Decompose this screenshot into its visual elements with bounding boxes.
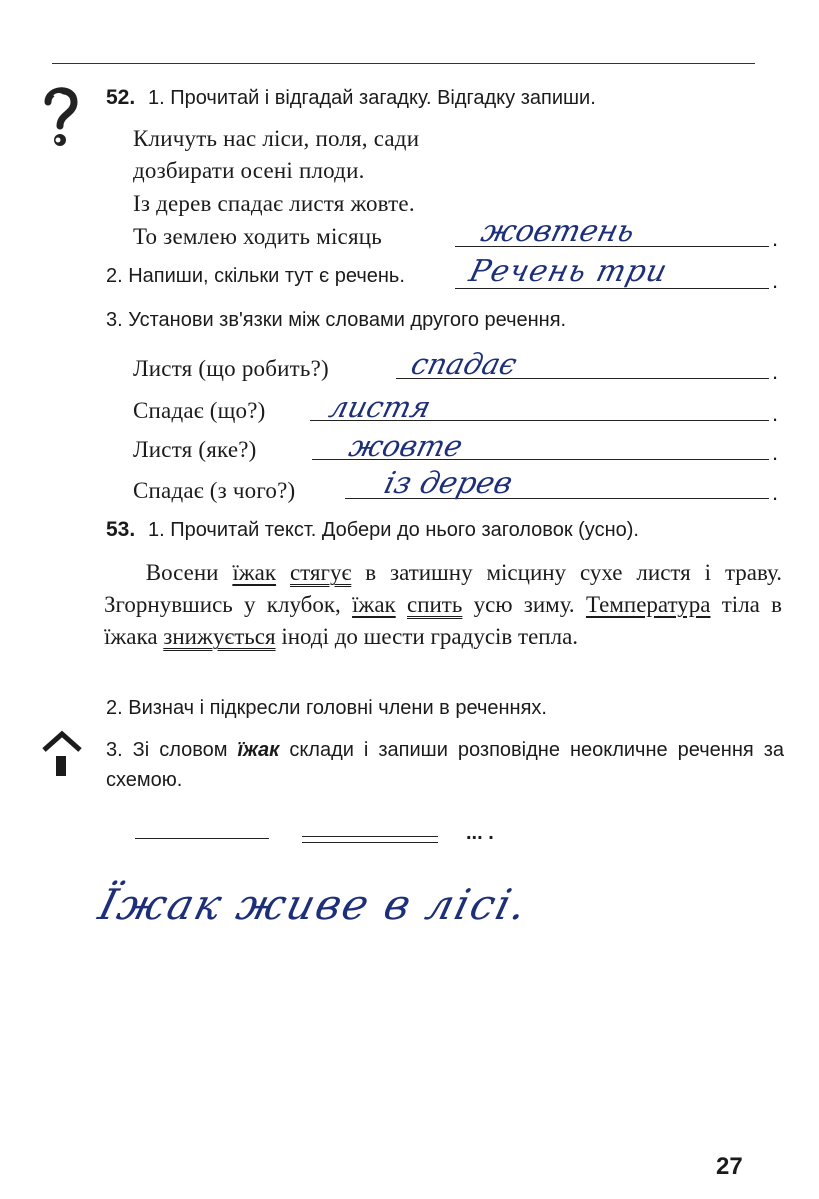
task2-period: .: [772, 268, 779, 293]
riddle-line-4: То землею ходить місяць: [133, 224, 382, 249]
exercise-53-task3: 3. Зі словом їжак склади і запиши розповідне неокличне речення за схемою.: [106, 739, 784, 791]
scheme-dots: ... .: [466, 822, 494, 844]
predicate-decreases: знижується: [163, 624, 276, 649]
scheme-predicate-line-top: [302, 836, 438, 837]
link-prompt-2: Спадає (що?): [133, 398, 266, 423]
link-period-3: .: [772, 440, 779, 465]
link-prompt-3: Листя (яке?): [133, 437, 257, 462]
task2-answer: Речень три: [465, 254, 672, 289]
riddle-line-2: дозбирати осені плоди.: [133, 158, 365, 183]
exercise-53-task2: 2. Визнач і підкресли головні члени в реченнях.: [106, 697, 547, 719]
link-period-2: .: [772, 401, 779, 426]
link-answer-4: із дерев: [380, 466, 517, 501]
riddle-line-3: Із дерев спадає листя жовте.: [133, 191, 415, 216]
answer-sentence: Їжак живе в лісі.: [93, 880, 534, 929]
scheme-subject-line: [135, 838, 269, 839]
link-period-4: .: [772, 480, 779, 505]
exercise-52-task2: 2. Напиши, скільки тут є речень.: [106, 265, 405, 287]
exercise-52-task1: 1. Прочитай і відгадай загадку. Відгадку запиши.: [148, 87, 596, 109]
predicate-pulls: стягує: [289, 560, 352, 585]
top-rule: [52, 63, 755, 64]
link-answer-3: жовте: [345, 429, 467, 463]
exercise-53-paragraph: Восени їжак стягує в затишну місцину сухе листя і траву. Згорнувшись у клубок, їжак спить усю зиму. Температура тіла в їжака знижується іноді до шести градусів тепла.: [104, 560, 783, 649]
exercise-53-text: [104, 557, 782, 653]
subject-temperature: Температура: [585, 592, 711, 617]
link-prompt-1: Листя (що робить?): [133, 356, 329, 381]
riddle-period: .: [772, 226, 779, 251]
subject-hedgehog-2: їжак: [352, 592, 396, 617]
link-prompt-4: Спадає (з чого?): [133, 478, 296, 503]
exercise-52-number: 52.: [106, 86, 136, 109]
exercise-53-number: 53.: [106, 518, 136, 541]
riddle-icon: [38, 80, 82, 152]
riddle-line-1: Кличуть нас ліси, поля, сади: [133, 126, 420, 151]
exercise-53-task1: 1. Прочитай текст. Добери до нього заголовок (усно).: [148, 519, 639, 541]
link-answer-2: листя: [325, 390, 435, 424]
link-period-1: .: [772, 359, 779, 384]
task3-keyword: їжак: [237, 739, 280, 761]
predicate-sleeps: спить: [406, 592, 463, 617]
exercise-52-task3: 3. Установи зв'язки між словами другого речення.: [106, 309, 567, 331]
riddle-answer: жовтень: [477, 214, 639, 249]
scheme-predicate-line-bottom: [302, 842, 438, 843]
page-number: 27: [716, 1153, 743, 1180]
link-answer-1: спадає: [407, 347, 521, 381]
subject-hedgehog-1: їжак: [232, 560, 277, 585]
house-icon: [40, 728, 84, 778]
